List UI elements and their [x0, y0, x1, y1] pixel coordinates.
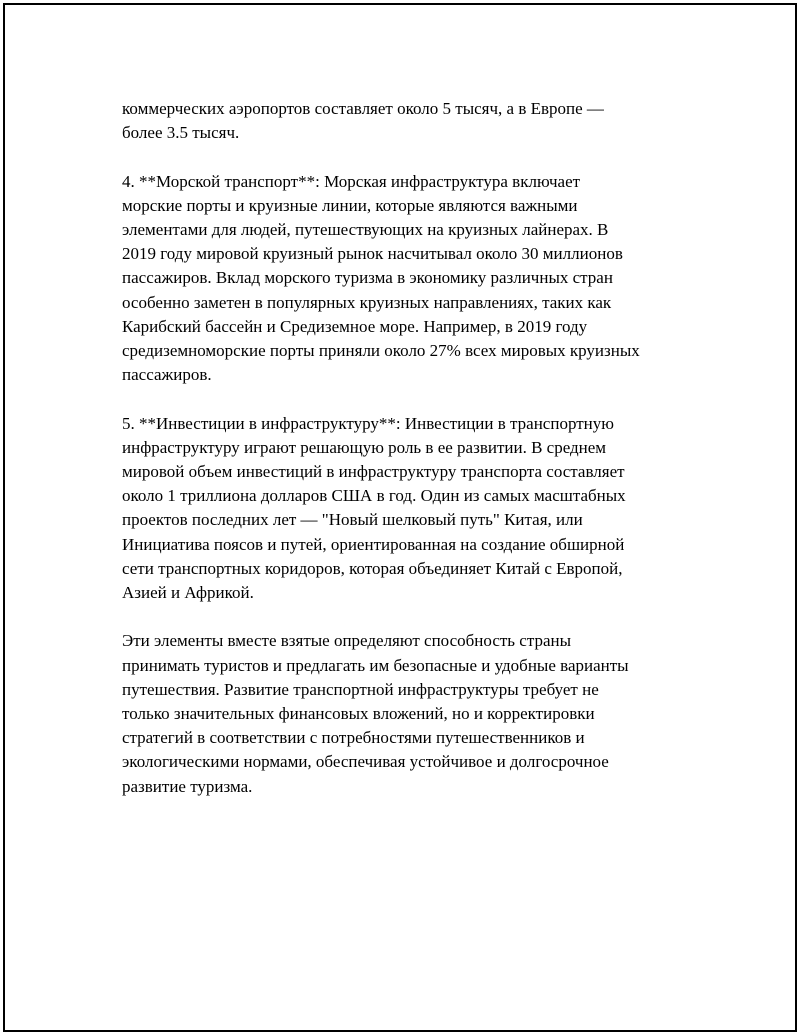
text-line: мировой объем инвестиций в инфраструктуру транспорта составляет	[122, 462, 625, 482]
text-line: 5. **Инвестиции в инфраструктуру**: Инвестиции в транспортную	[122, 413, 614, 433]
text-line: около 1 триллиона долларов США в год. Один из самых масштабных	[122, 486, 626, 506]
paragraph-airports-continued	[122, 97, 702, 145]
text-line: сети транспортных коридоров, которая объединяет Китай с Европой,	[122, 558, 623, 578]
text-line: инфраструктуру играют решающую роль в ее развитии. В среднем	[122, 437, 607, 457]
text-line: экологическими нормами, обеспечивая устойчивое и долгосрочное	[122, 752, 609, 772]
text-line: только значительных финансовых вложений, но и корректировки	[122, 704, 595, 724]
text-line: принимать туристов и предлагать им безопасные и удобные варианты	[122, 655, 629, 675]
paragraph-conclusion	[122, 629, 702, 798]
text-line: морские порты и круизные линии, которые являются важными	[122, 195, 578, 215]
text-line: пассажиров. Вклад морского туризма в экономику различных стран	[122, 268, 613, 288]
text-line: путешествия. Развитие транспортной инфраструктуры требует не	[122, 679, 599, 699]
text-line: Эти элементы вместе взятые определяют способность страны	[122, 631, 572, 651]
text-line: развитие туризма.	[122, 776, 253, 796]
page-frame	[3, 3, 797, 1032]
text-line: Инициатива поясов и путей, ориентированная на создание обширной	[122, 534, 625, 554]
text-line: коммерческих аэропортов составляет около 5 тысяч, а в Европе —	[122, 99, 604, 118]
paragraph-maritime-transport	[122, 170, 702, 388]
text-line: проектов последних лет — "Новый шелковый путь" Китая, или	[122, 510, 583, 530]
text-line: пассажиров.	[122, 365, 212, 385]
paragraph-infrastructure-investment	[122, 412, 702, 606]
text-line: 4. **Морской транспорт**: Морская инфраструктура включает	[122, 171, 581, 191]
text-line: 2019 году мировой круизный рынок насчитывал около 30 миллионов	[122, 244, 623, 264]
text-line: Азией и Африкой.	[122, 583, 254, 603]
text-line: более 3.5 тысяч.	[122, 123, 240, 143]
text-line: Карибский бассейн и Средиземное море. Например, в 2019 году	[122, 316, 588, 336]
text-line: элементами для людей, путешествующих на круизных лайнерах. В	[122, 220, 609, 239]
text-line: средиземноморские порты приняли около 27% всех мировых круизных	[122, 341, 640, 361]
text-line: стратегий в соответствии с потребностями путешественников и	[122, 728, 585, 748]
document-body	[122, 97, 702, 823]
text-line: особенно заметен в популярных круизных направлениях, таких как	[122, 292, 612, 312]
